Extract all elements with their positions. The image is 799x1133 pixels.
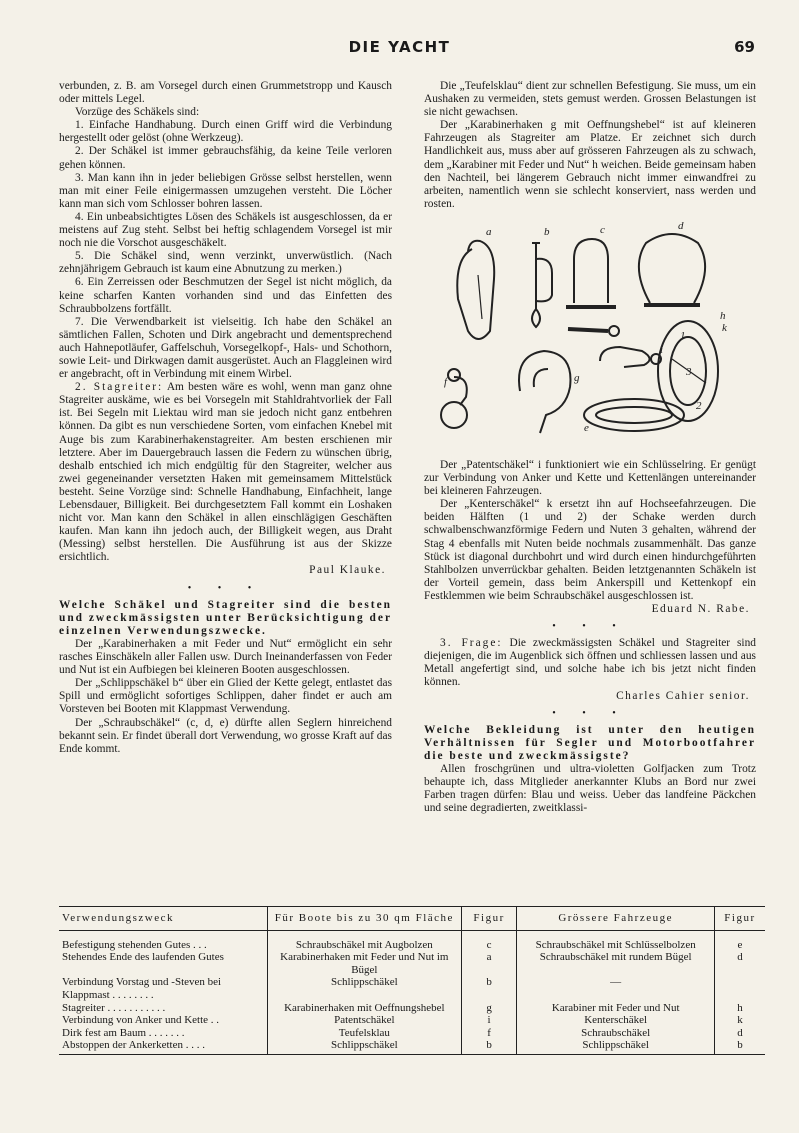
column-header: Figur [714,907,765,931]
table-cell: Stehendes Ende des laufenden Gutes [62,951,224,964]
table-cell: Verbindung Vorstag und -Steven bei Klappmast . . . . . . . . [62,976,222,1001]
table-cell: Karabinerhaken mit Oeffnungshebel [267,1002,461,1015]
journal-title: DIE YACHT [348,38,451,56]
table-cell: Dirk fest am Baum . . . . . . . [62,1026,185,1039]
paragraph: Der „Karabinerhaken a mit Feder und Nut“ ermöglicht ein sehr rasches Einschäkeln aller Fallen usw. Durch Ineinanderfassen von Feder und Nut ist ein Aufbiegen bei kleineren Booten ausgeschlossen. [59,637,392,677]
hook-g [519,351,570,433]
shackle-drawing [424,219,756,447]
table-cell: k [714,1014,765,1027]
paragraph: 1. Einfache Handhabung. Durch einen Griff wird die Verbindung hergestellt oder gelöst (ohne Werkzeug). [59,119,392,145]
fig-label-1: 1 [680,329,686,342]
carabiner-a [457,241,494,339]
table-cell: h [714,1002,765,1015]
screw-shackle-c [574,239,608,303]
fig-label-g: g [574,371,580,384]
table-cell: Stagreiter . . . . . . . . . . . [62,1001,166,1014]
table-row [59,1027,765,1040]
table-cell: Verbindung von Anker und Kette . . [62,1014,220,1027]
fig-label-d: d [678,219,684,232]
table-cell: Schraubschäkel mit Schlüsselbolzen [517,930,715,951]
right-column [424,80,756,815]
paragraph: 2. Der Schäkel ist immer gebrauchsfähig, da keine Teile verloren gehen können. [59,145,392,171]
patent-shackle-i [600,347,650,367]
table-cell: e [714,930,765,951]
section-lead: 3. Frage: [440,637,503,650]
paragraph: Der „Schraubschäkel“ (c, d, e) dürfte allen Seglern hinreichend bekannt sein. Er findet überall dort Verwendung, wo grosse Kraft auf das Ende kommt. [59,716,392,755]
page-header [0,38,799,58]
table-cell: b [461,1039,517,1054]
table-cell: b [461,976,517,1001]
slip-shackle-b [532,243,540,327]
column-header: Verwendungszweck [59,907,267,931]
paragraph: 6. Ein Zerreissen oder Beschmutzen der Segel ist nicht möglich, da keine scharfen Kanten vorhanden sind und das Einfetten des Schraubbolzens fortfällt. [59,276,392,315]
paragraph [424,637,756,689]
table-cell: Schraubschäkel mit Augbolzen [267,930,461,951]
author-signature: Eduard N. Rabe. [651,602,750,615]
table-cell: Karabinerhaken mit Feder und Nut im Bügel [267,951,461,976]
shackle-pin [568,329,608,331]
question-heading: Welche Bekleidung ist unter den heutigen Verhältnissen für Segler und Motorbootfahrer die beste und zweckmässigste? [424,723,756,762]
paragraph: 7. Die Verwendbarkeit ist vielseitig. Ich habe den Schäkel an sämtlichen Fallen, Schoten und Dirk angebracht und dementsprechend auch Hahnepotläufer, Gaffelschuh, Vorsegelkopf-, Hals- und Schothorn, sowie Leit- und Dirkwagen damit ausgerüstet. Auch an Flaggleinen wird er angebracht, oft in Verbindung mit einem Wirbel. [59,315,392,381]
flat-ring-e [584,399,684,431]
separator-stars: • • • [552,621,628,633]
table-cell: f [461,1027,517,1040]
table-row [59,976,765,1001]
table-cell: i [461,1014,517,1027]
table-cell: d [714,1027,765,1040]
fig-label-a: a [486,225,492,238]
paragraph-text: Am besten wäre es wohl, wenn man ganz ohne Stagreiter auskäme, wie es bei Vorsegeln mit Stahldrahtvorliek der Fall ist. Bei Segeln mit Liektau wird man sie jedoch nicht ganz entbehren können. Da gibt es nun verschiedene Sorten, vom einfachen Knebel mit Auge bis zum Karabinerhakenstagreiter. Am besten erschienen mir letztere. Aber im Dauergebrauch lassen die Federn zu wünschen übrig, deshalb entschied ich mich endgültig für den Stagreiter, welcher aus zwei gegeneinander versetzten Haken mit gemeinsamem Mittelstück besteht. Seine Vorzüge sind: Schnelle Handhabung, Einfachheit, lange Lebensdauer, Billigkeit. Bei durchgesetztem Fall kommt ein Loshaken nicht vor. Man kann den Schäkel in allen einschlägigen Geschäften kaufen. Man kann ihn jedoch auch, der Billigkeit wegen, aus Draht (Messing) selbst herstellen. Die Ausführung ist aus der Skizze ersichtlich. [59,381,392,564]
table-cell: Schraubschäkel [517,1027,715,1040]
table-row [59,951,765,976]
table-cell: Abstoppen der Ankerketten . . . . [59,1039,267,1054]
table-cell: Kenterschäkel [517,1014,715,1027]
fig-label-b: b [544,225,550,238]
shackle-illustration [424,219,756,447]
fig-label-c: c [600,223,605,236]
usage-table [59,906,765,1055]
fig-label-3: 3 [686,365,692,378]
round-shackle-d [639,234,705,303]
author-signature: Charles Cahier senior. [616,689,750,702]
fig-label-h: h [720,309,726,322]
table-cell: Teufelsklau [267,1027,461,1040]
paragraph: Der „Karabinerhaken g mit Oeffnungshebel“ ist auf kleineren Fahrzeugen als Stagreiter am Platze. Er zeichnet sich durch Handlichkeit aus, muss aber auf grösseren Fahrzeugen als zu schwach, dem „Karabiner mit Feder und Nut“ h weichen. Beide gemeinsam haben den Nachteil, bei längerem Gebrauch nicht immer einwandfrei zu arbeiten, namentlich wenn sie schlecht konserviert, nass werden und rosten. [424,119,756,210]
paragraph: Der „Patentschäkel“ i funktioniert wie ein Schlüsselring. Er genügt zur Verbindung von Anker und Kette und Kettenlängen untereinander bei kleineren Fahrzeugen. [424,458,756,498]
table-cell: Schlippschäkel [517,1039,715,1054]
table-cell: Schraubschäkel mit rundem Bügel [517,951,715,976]
column-header: Figur [461,907,517,931]
column-header: Grössere Fahrzeuge [517,907,715,931]
paragraph: Der „Kenterschäkel“ k ersetzt ihn auf Hochseefahrzeugen. Die beiden Hälften (1 und 2) der Schake werden durch schwalbenschwanzförmige Federn und Nuten 3 gehalten, während der Stag 4 ebenfalls mit Nuten beide nochmals zusammenhält. Das ganze Stück ist diagonal durchbohrt und wird durch einen hindurchgeführten Stahlbolzen unverrückbar gehalten. Beiden letztgenannten Schäkeln ist der Vorteil gemein, dass beim Ankerspill und Kettenkopf ein Festklemmen wie beim Schraubschäkel ausgeschlossen ist. [424,498,756,602]
page-number: 69 [734,38,755,56]
table-cell: g [461,1002,517,1015]
paragraph: Die „Teufelsklau“ dient zur schnellen Befestigung. Sie muss, um ein Aushaken zu vermeiden, stets gemust werden. Grossen Belastungen ist sie nicht gewachsen. [424,80,756,119]
paragraph: verbunden, z. B. am Vorsegel durch einen Grummetstropp und Kausch oder mittels Legel. [59,80,392,106]
table-cell [714,976,765,1001]
fig-label-i: i [660,343,664,356]
table-row [59,930,765,951]
table-cell: — [517,976,715,1001]
table-cell: Schlippschäkel [267,1039,461,1054]
question-heading: Welche Schäkel und Stagreiter sind die besten und zweckmässigsten unter Berücksichtigung der einzelnen Verwendungszwecke. [59,598,392,637]
paragraph: Vorzüge des Schäkels sind: [75,106,200,119]
paragraph: 3. Man kann ihn in jeder beliebigen Grösse selbst herstellen, wenn man mit einer Feile einigermassen umzugehen versteht. Die Löcher kann man sich vom Schlosser bohren lassen. [59,171,392,210]
author-signature: Paul Klauke. [309,564,386,577]
fig-label-e: e [584,421,589,434]
table-header-row [59,907,765,931]
table-cell: Karabiner mit Feder und Nut [517,1002,715,1015]
paragraph: Der „Schlippschäkel b“ über ein Glied der Kette gelegt, entlastet das Spill und ermöglicht sofortiges Schlippen, daher findet er auch am Vorsteven bei Booten mit Klappmast Verwendung. [59,677,392,716]
table-cell: a [461,951,517,976]
fig-label-2: 2 [696,399,702,412]
table-cell: Befestigung stehenden Gutes . . . [62,938,207,951]
paragraph [59,381,392,564]
table-cell: d [714,951,765,976]
fig-label-k: k [722,321,727,334]
fig-label-f: f [444,375,448,388]
paragraph: 5. Die Schäkel sind, wenn verzinkt, unverwüstlich. (Nach zehnjährigem Gebrauch ist kaum eine Abnutzung zu merken.) [59,250,392,276]
table-cell: Schlippschäkel [267,976,461,1001]
left-column [59,80,392,756]
separator-stars: • • • [187,582,264,594]
table-cell: Patentschäkel [267,1014,461,1027]
table-cell: b [714,1039,765,1054]
paragraph: Allen froschgrünen und ultra-violetten Golfjacken zum Trotz behaupte ich, dass Mitglieder anerkannter Klubs an Bord nur zwei Farben tragen dürfen: Blau und weiss. Ueber das landfeine Päckchen und seine degradierten, zweitklassi- [424,763,756,815]
column-header: Für Boote bis zu 30 qm Fläche [267,907,461,931]
separator-stars: • • • [552,707,628,719]
section-lead: 2. Stagreiter: [75,381,164,394]
table-row [59,1002,765,1015]
table-row [59,1039,765,1054]
paragraph-text: Die zweckmässigsten Schäkel und Stagreiter sind diejenigen, die im Augenblick sich öffnen und schliessen lassen und aus Metall angefertigt sind, und solche habe ich bis jetzt nicht finden können. [424,637,756,689]
devils-claw-f [441,402,467,428]
table-cell: c [461,930,517,951]
paragraph: 4. Ein unbeabsichtigtes Lösen des Schäkels ist ausgeschlossen, da er meistens auf Zug steht. Selbst bei heftig schlagendem Vorsegel ist mir noch nie die Vorschot ausgeschäkelt. [59,210,392,250]
table-row [59,1014,765,1027]
